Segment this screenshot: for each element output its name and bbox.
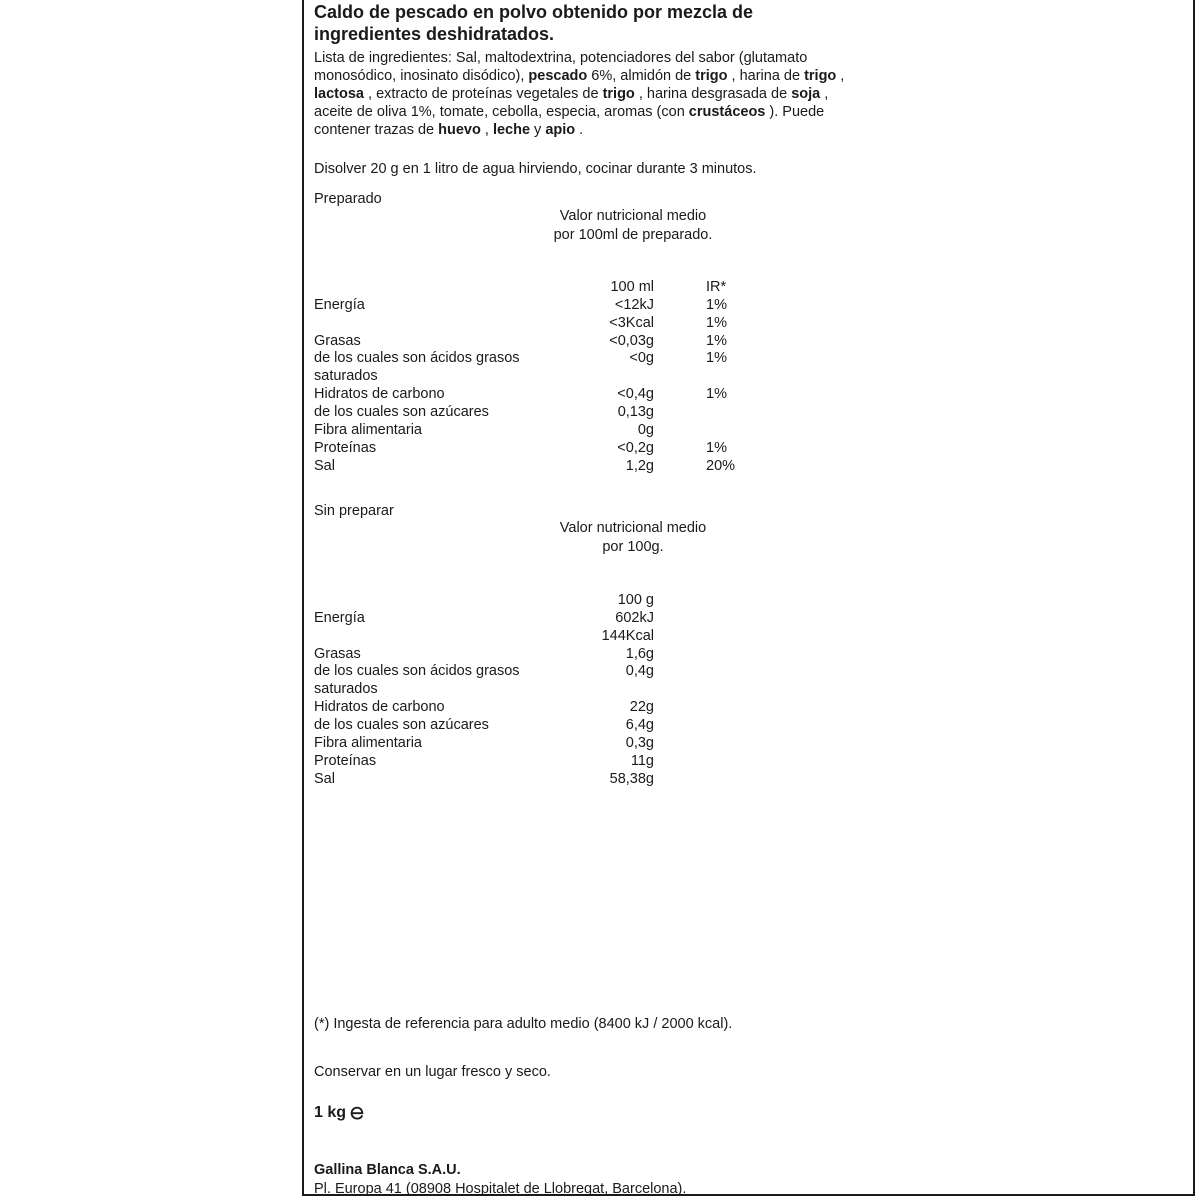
e-mark-icon — [349, 1105, 365, 1121]
ingredients-line — [314, 103, 844, 121]
prepared-header-line-1: Valor nutricional medio — [559, 208, 707, 224]
allergen-text: leche — [492, 122, 531, 138]
ingredients-text: monosódico, inosinato disódico), — [314, 68, 529, 84]
product-title — [314, 1, 753, 45]
prepared-header-line-2: por 100ml de preparado. — [553, 226, 713, 243]
nutrient-amount: 22g — [629, 699, 654, 716]
ingredients-line — [314, 67, 844, 85]
nutrient-name: saturados — [314, 681, 378, 698]
ingredients-line — [314, 85, 844, 103]
ingredients-text: 6%, almidón de — [587, 68, 696, 84]
column-header-ri: IR* — [706, 279, 727, 295]
ingredients-text: . — [575, 122, 584, 138]
nutrient-amount: <12kJ — [614, 296, 654, 313]
nutrient-name: saturados — [314, 368, 378, 385]
nutrient-amount: 1,6g — [625, 645, 654, 662]
nutrient-name: Proteínas — [314, 439, 377, 456]
nutrient-name: de los cuales son azúcares — [314, 716, 489, 733]
nutrient-amount: 6,4g — [625, 716, 654, 733]
nutrient-ri: 1% — [706, 386, 727, 403]
nutrient-ri: 1% — [706, 439, 727, 456]
nutrient-name: Fibra alimentaria — [314, 734, 422, 751]
unprepared-header-line-2: por 100g. — [602, 538, 664, 555]
allergen-text: pescado — [528, 68, 588, 84]
nutrient-amount: 0,3g — [625, 734, 654, 751]
allergen-text: apio — [545, 122, 576, 138]
nutrient-name: de los cuales son azúcares — [314, 403, 489, 420]
net-weight — [314, 1103, 365, 1123]
ingredients-text: contener trazas de — [314, 122, 439, 138]
nutrient-amount: <3Kcal — [609, 314, 654, 331]
ingredients-text: , — [480, 122, 493, 138]
nutrient-name: Sal — [314, 457, 335, 474]
ingredients-text: , — [836, 68, 845, 84]
nutrient-amount: 0,13g — [617, 403, 654, 420]
nutrient-ri: 1% — [706, 296, 727, 313]
nutrient-ri: 1% — [706, 332, 727, 349]
nutrient-amount: 11g — [630, 752, 654, 769]
nutrient-amount: 0,4g — [625, 663, 654, 680]
product-title-line-2: ingredientes deshidratados. — [314, 24, 555, 44]
nutrient-name: Grasas — [314, 645, 361, 662]
nutrient-amount: 58,38g — [609, 770, 654, 787]
nutrient-name: Grasas — [314, 332, 361, 349]
nutrient-name: Sal — [314, 770, 335, 787]
company-address: Pl. Europa 41 (08908 Hospitalet de Llobregat, Barcelona). — [314, 1181, 687, 1197]
allergen-text: trigo — [695, 68, 728, 84]
prepared-heading: Preparado — [314, 191, 382, 207]
product-title-line-1: Caldo de pescado en polvo obtenido por mezcla de — [314, 2, 754, 22]
reference-intake-footnote: (*) Ingesta de referencia para adulto medio (8400 kJ / 2000 kcal). — [314, 1016, 733, 1032]
nutrient-amount: <0,03g — [609, 332, 654, 349]
allergen-text: soja — [791, 86, 821, 102]
nutrient-ri: 1% — [706, 350, 727, 367]
unprepared-table-header — [513, 519, 753, 556]
company-name: Gallina Blanca S.A.U. — [314, 1162, 461, 1178]
net-weight-value: 1 kg — [314, 1104, 347, 1121]
nutrient-amount: <0,4g — [617, 386, 654, 403]
ingredients-text: ). Puede — [765, 104, 825, 120]
prepared-table-header — [513, 207, 753, 244]
ingredients-text: , harina desgrasada de — [634, 86, 792, 102]
nutrient-name: Fibra alimentaria — [314, 421, 422, 438]
ingredients-text: , extracto de proteínas vegetales de — [363, 86, 603, 102]
nutrient-name: Hidratos de carbono — [314, 699, 445, 716]
nutrient-amount: 144Kcal — [601, 627, 654, 644]
ingredients-text: y — [530, 122, 546, 138]
ingredients-line — [314, 121, 844, 139]
unprepared-header-line-1: Valor nutricional medio — [559, 520, 707, 536]
allergen-text: trigo — [804, 68, 837, 84]
unprepared-heading: Sin preparar — [314, 503, 394, 519]
nutrient-name: Hidratos de carbono — [314, 386, 445, 403]
nutrient-amount: <0g — [629, 350, 654, 367]
ingredients-text: Lista de ingredientes: Sal, maltodextrina, potenciadores del sabor (glutamato — [314, 50, 808, 66]
column-header-amount: 100 ml — [610, 279, 654, 295]
nutrient-name: Proteínas — [314, 752, 377, 769]
nutrient-ri: 20% — [706, 457, 736, 474]
ingredients-text: , harina de — [727, 68, 805, 84]
nutrient-amount: 1,2g — [625, 457, 654, 474]
nutrient-ri: 1% — [706, 314, 727, 331]
nutrient-amount: 0g — [637, 421, 654, 438]
allergen-text: huevo — [438, 122, 481, 138]
nutrient-amount: <0,2g — [617, 439, 654, 456]
preparation-instructions: Disolver 20 g en 1 litro de agua hirviendo, cocinar durante 3 minutos. — [314, 161, 757, 177]
allergen-text: lactosa — [314, 86, 364, 102]
ingredients-text: , — [820, 86, 829, 102]
nutrient-name: de los cuales son ácidos grasos — [314, 350, 520, 367]
nutrient-name: de los cuales son ácidos grasos — [314, 663, 520, 680]
allergen-text: crustáceos — [688, 104, 766, 120]
column-header-amount: 100 g — [617, 592, 654, 608]
storage-instructions: Conservar en un lugar fresco y seco. — [314, 1064, 551, 1080]
allergen-text: trigo — [602, 86, 635, 102]
ingredients-list — [314, 49, 844, 139]
nutrient-amount: 602kJ — [615, 609, 654, 626]
ingredients-line — [314, 49, 844, 67]
ingredients-text: aceite de oliva 1%, tomate, cebolla, especia, aromas (con — [314, 104, 689, 120]
nutrient-name: Energía — [314, 609, 365, 626]
nutrient-name: Energía — [314, 296, 365, 313]
